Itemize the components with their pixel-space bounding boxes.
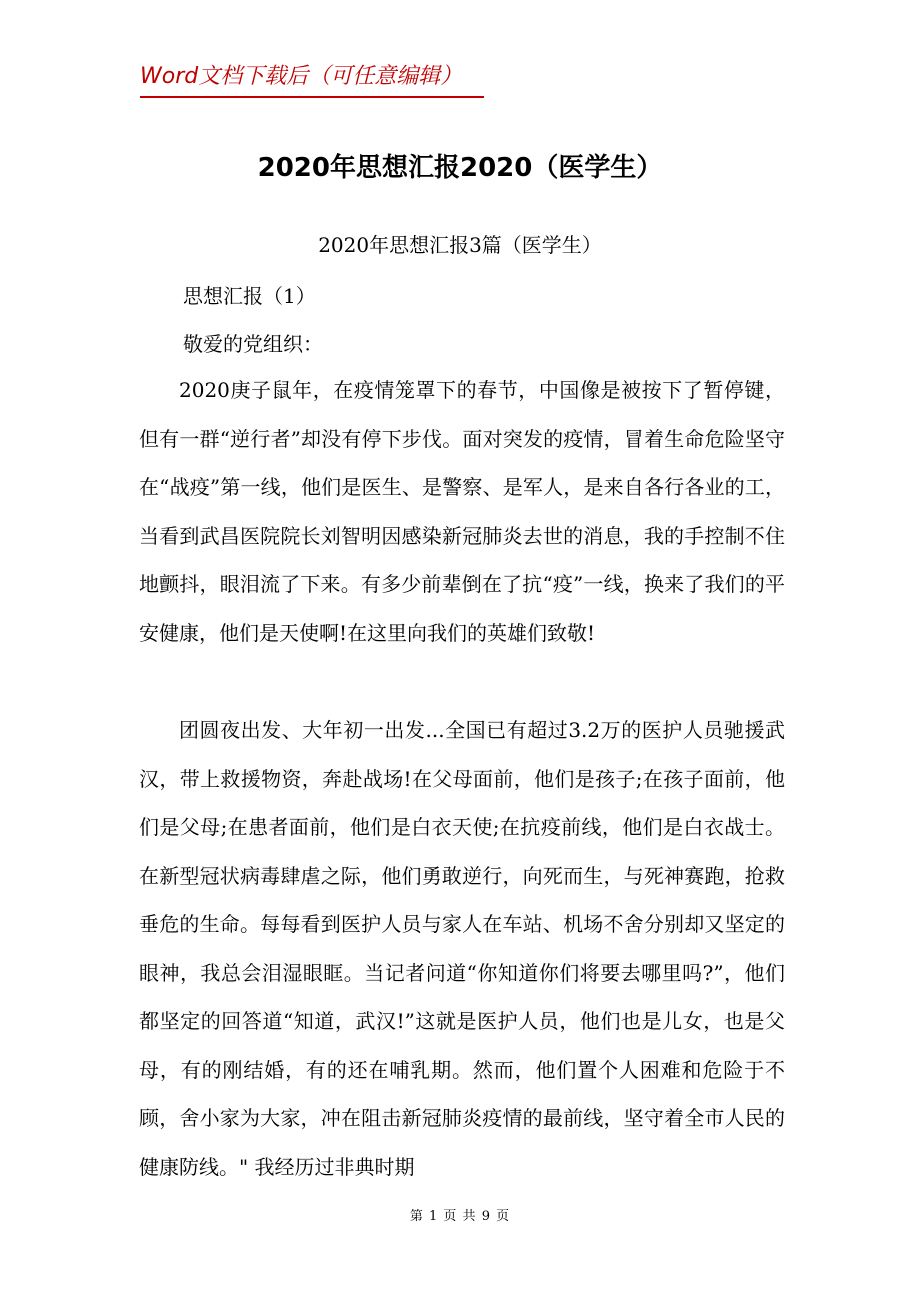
body-paragraph-2: 团圆夜出发、大年初一出发...全国已有超过3.2万的医护人员驰援武汉，带上救援物资，奔赴战场!在父母面前，他们是孩子;在孩子面前，他们是父母;在患者面前，他们是白衣天使;在抗疫前线，他们是白衣战士。在新型冠状病毒肆虐之际，他们勇敢逆行，向死而生，与死神赛跑，抢救垂危的生命。每每看到医护人员与家人在车站、机场不舍分别却又坚定的眼神，我总会泪湿眼眶。当记者问道“你知道你们将要去哪里吗?”，他们都坚定的回答道“知道，武汉!”这就是医护人员，他们也是儿女，也是父母，有的刚结婚，有的还在哺乳期。然而，他们置个人困难和危险于不顾，舍小家为大家，冲在阻击新冠肺炎疫情的最前线，坚守着全市人民的健康防线。" 我经历过非典时期 (139, 718, 785, 1179)
section-heading: 思想汇报（1） (183, 284, 316, 308)
body-paragraph-1: 2020庚子鼠年，在疫情笼罩下的春节，中国像是被按下了暂停键，但有一群“逆行者”却没有停下步伐。面对突发的疫情，冒着生命危险坚守在“战疫”第一线，他们是医生、是警察、是军人，是来自各行各业的工，当看到武昌医院院长刘智明因感染新冠肺炎去世的消息，我的手控制不住地颤抖，眼泪流了下来。有多少前辈倒在了抗“疫”一线，换来了我们的平安健康，他们是天使啊!在这里向我们的英雄们致敬! (139, 378, 785, 645)
page-number-footer: 第 1 页 共 9 页 (409, 1209, 511, 1224)
document-subtitle: 2020年思想汇报3篇（医学生） (318, 233, 602, 257)
download-watermark: Word文档下载后（可任意编辑） (140, 62, 484, 98)
page-title: 2020年思想汇报2020（医学生） (257, 153, 663, 183)
salutation: 敬爱的党组织： (183, 332, 323, 356)
